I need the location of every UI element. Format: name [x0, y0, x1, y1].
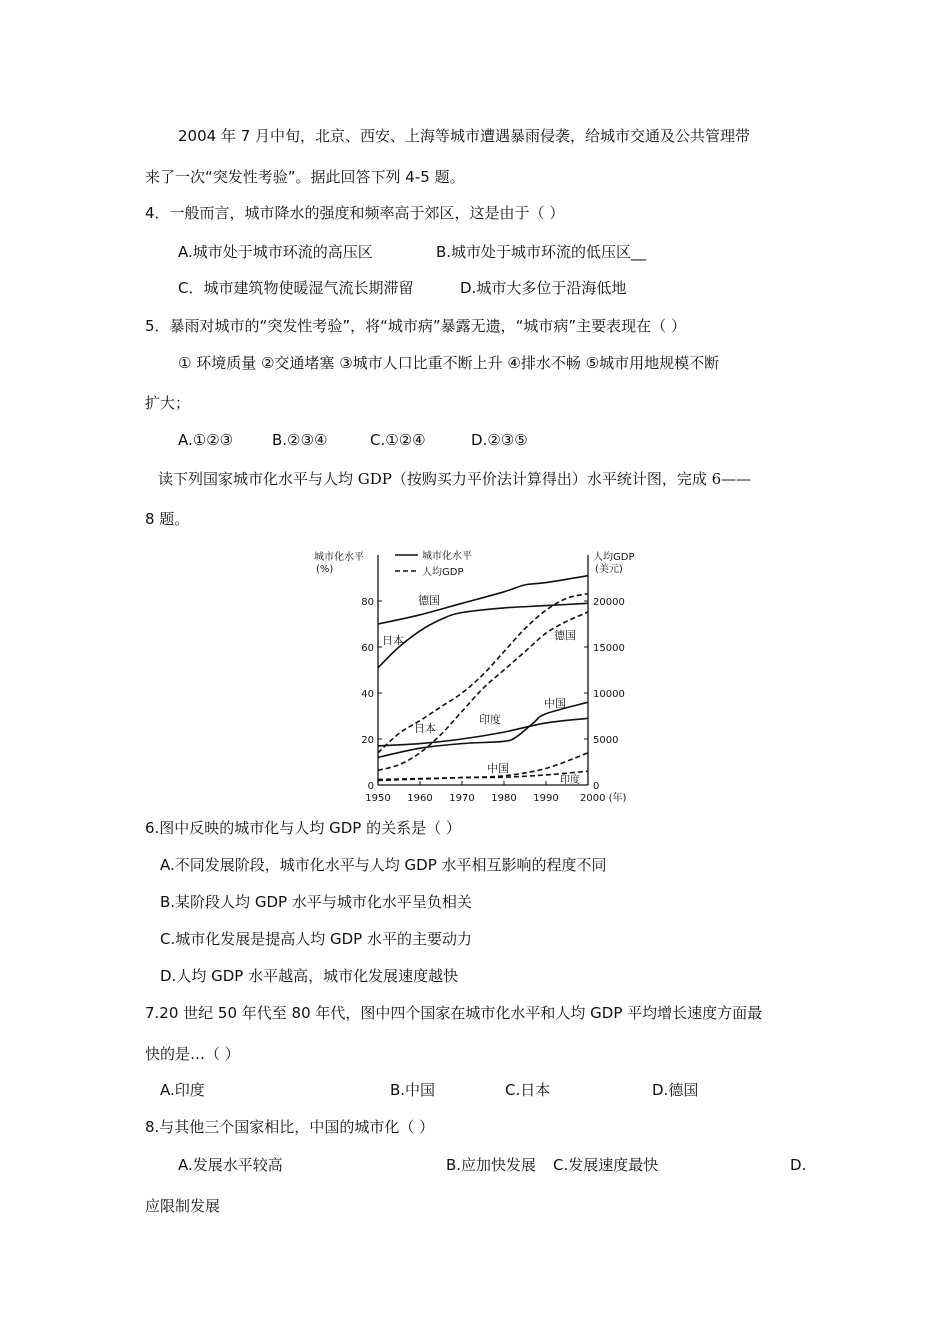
q6-option-c[interactable]: C.城市化发展是提高人均 GDP 水平的主要动力: [160, 930, 472, 948]
x-tick-label: 1960: [407, 793, 433, 804]
label-germany-urban: 德国: [418, 594, 440, 607]
right-tick-label: 20000: [593, 597, 625, 608]
q8-option-d[interactable]: D.: [790, 1156, 807, 1174]
q6-option-a[interactable]: A.不同发展阶段，城市化水平与人均 GDP 水平相互影响的程度不同: [160, 856, 607, 874]
label-japan-gdp: 日本: [414, 722, 436, 735]
urban-series-line-0: [378, 576, 588, 624]
left-tick-label: 20: [361, 735, 374, 746]
left-tick-label: 60: [361, 643, 374, 654]
left-axis-title-2: (%): [316, 564, 334, 575]
left-tick-label: 80: [361, 597, 374, 608]
q7-option-c[interactable]: C.日本: [505, 1081, 551, 1099]
chart-intro-line-2: 8 题。: [145, 510, 190, 528]
right-tick-label: 15000: [593, 643, 625, 654]
intro-line-2: 来了一次“突发性考验”。据此回答下列 4-5 题。: [145, 168, 465, 186]
q7-option-a[interactable]: A.印度: [160, 1081, 205, 1099]
q4-option-c[interactable]: C．城市建筑物使暖湿气流长期滞留: [178, 279, 414, 297]
q5-option-d[interactable]: D.②③⑤: [471, 431, 528, 449]
q7-option-b[interactable]: B.中国: [390, 1081, 436, 1099]
x-tick-label-last: 2000 (年): [580, 793, 627, 804]
chart-intro-line-1: 读下列国家城市化水平与人均 GDP（按购买力平价法计算得出）水平统计图，完成 6——: [158, 470, 752, 488]
q8-option-b[interactable]: B.应加快发展: [446, 1156, 537, 1174]
q8-stem: 8.与其他三个国家相比，中国的城市化（ ）: [145, 1118, 435, 1136]
urban-series-line-3: [378, 702, 588, 757]
left-tick-label: 40: [361, 689, 374, 700]
label-germany-gdp: 德国: [554, 629, 576, 642]
q4-stem: 4．一般而言，城市降水的强度和频率高于郊区，这是由于（ ）: [145, 204, 565, 222]
label-china-urban: 中国: [544, 697, 566, 710]
q7-option-d[interactable]: D.德国: [652, 1081, 699, 1099]
q6-stem: 6.图中反映的城市化与人均 GDP 的关系是（ ）: [145, 819, 461, 837]
label-japan-urban: 日本: [382, 634, 404, 647]
label-china-gdp: 中国: [487, 762, 509, 775]
label-india-urban: 印度: [479, 713, 501, 726]
gdp-series-line-7: [378, 771, 588, 779]
q6-option-d[interactable]: D.人均 GDP 水平越高，城市化发展速度越快: [160, 967, 459, 985]
q6-option-b[interactable]: B.某阶段人均 GDP 水平与城市化水平呈负相关: [160, 893, 472, 911]
right-tick-label: 5000: [593, 735, 619, 746]
right-axis-title-1: 人均GDP: [593, 552, 635, 563]
q5-stem: 5．暴雨对城市的“突发性考验”，将“城市病”暴露无遗，“城市病”主要表现在（ ）: [145, 317, 686, 335]
q5-items-line-1: ① 环境质量 ②交通堵塞 ③城市人口比重不断上升 ④排水不畅 ⑤城市用地规模不断: [178, 354, 720, 372]
legend-gdp-label: 人均GDP: [422, 567, 464, 578]
q4-option-a[interactable]: A.城市处于城市环流的高压区: [178, 243, 373, 261]
q8-option-d-continuation: 应限制发展: [145, 1197, 221, 1215]
q5-option-b[interactable]: B.②③④: [272, 431, 328, 449]
right-tick-label: 10000: [593, 689, 625, 700]
q8-option-c[interactable]: C.发展速度最快: [553, 1156, 659, 1174]
x-tick-label: 1990: [533, 793, 559, 804]
urbanization-gdp-chart: [310, 545, 650, 810]
gdp-series-line-6: [378, 753, 588, 781]
q5-option-a[interactable]: A.①②③: [178, 431, 234, 449]
q8-option-a[interactable]: A.发展水平较高: [178, 1156, 283, 1174]
q5-option-c[interactable]: C.①②④: [370, 431, 426, 449]
label-india-gdp: 印度: [560, 775, 580, 786]
left-axis-title-1: 城市化水平: [314, 552, 364, 563]
x-tick-label: 1980: [491, 793, 517, 804]
legend-urban-label: 城市化水平: [422, 551, 472, 562]
intro-line-1: 2004 年 7 月中旬，北京、西安、上海等城市遭遇暴雨侵袭，给城市交通及公共管理带: [178, 127, 751, 145]
q4-option-b[interactable]: B.城市处于城市环流的低压区__: [436, 243, 647, 261]
right-axis-title-2: (美元): [595, 564, 623, 575]
q5-items-line-2: 扩大；: [145, 394, 191, 412]
q7-stem-line-1: 7.20 世纪 50 年代至 80 年代，图中四个国家在城市化水平和人均 GDP 平均增长速度方面最: [145, 1004, 763, 1022]
q4-option-d[interactable]: D.城市大多位于沿海低地: [460, 279, 627, 297]
x-tick-label: 1950: [365, 793, 391, 804]
q7-stem-line-2: 快的是…（ ）: [145, 1045, 240, 1063]
right-tick-label: 0: [593, 781, 600, 792]
x-tick-label: 1970: [449, 793, 475, 804]
left-tick-label: 0: [367, 781, 374, 792]
